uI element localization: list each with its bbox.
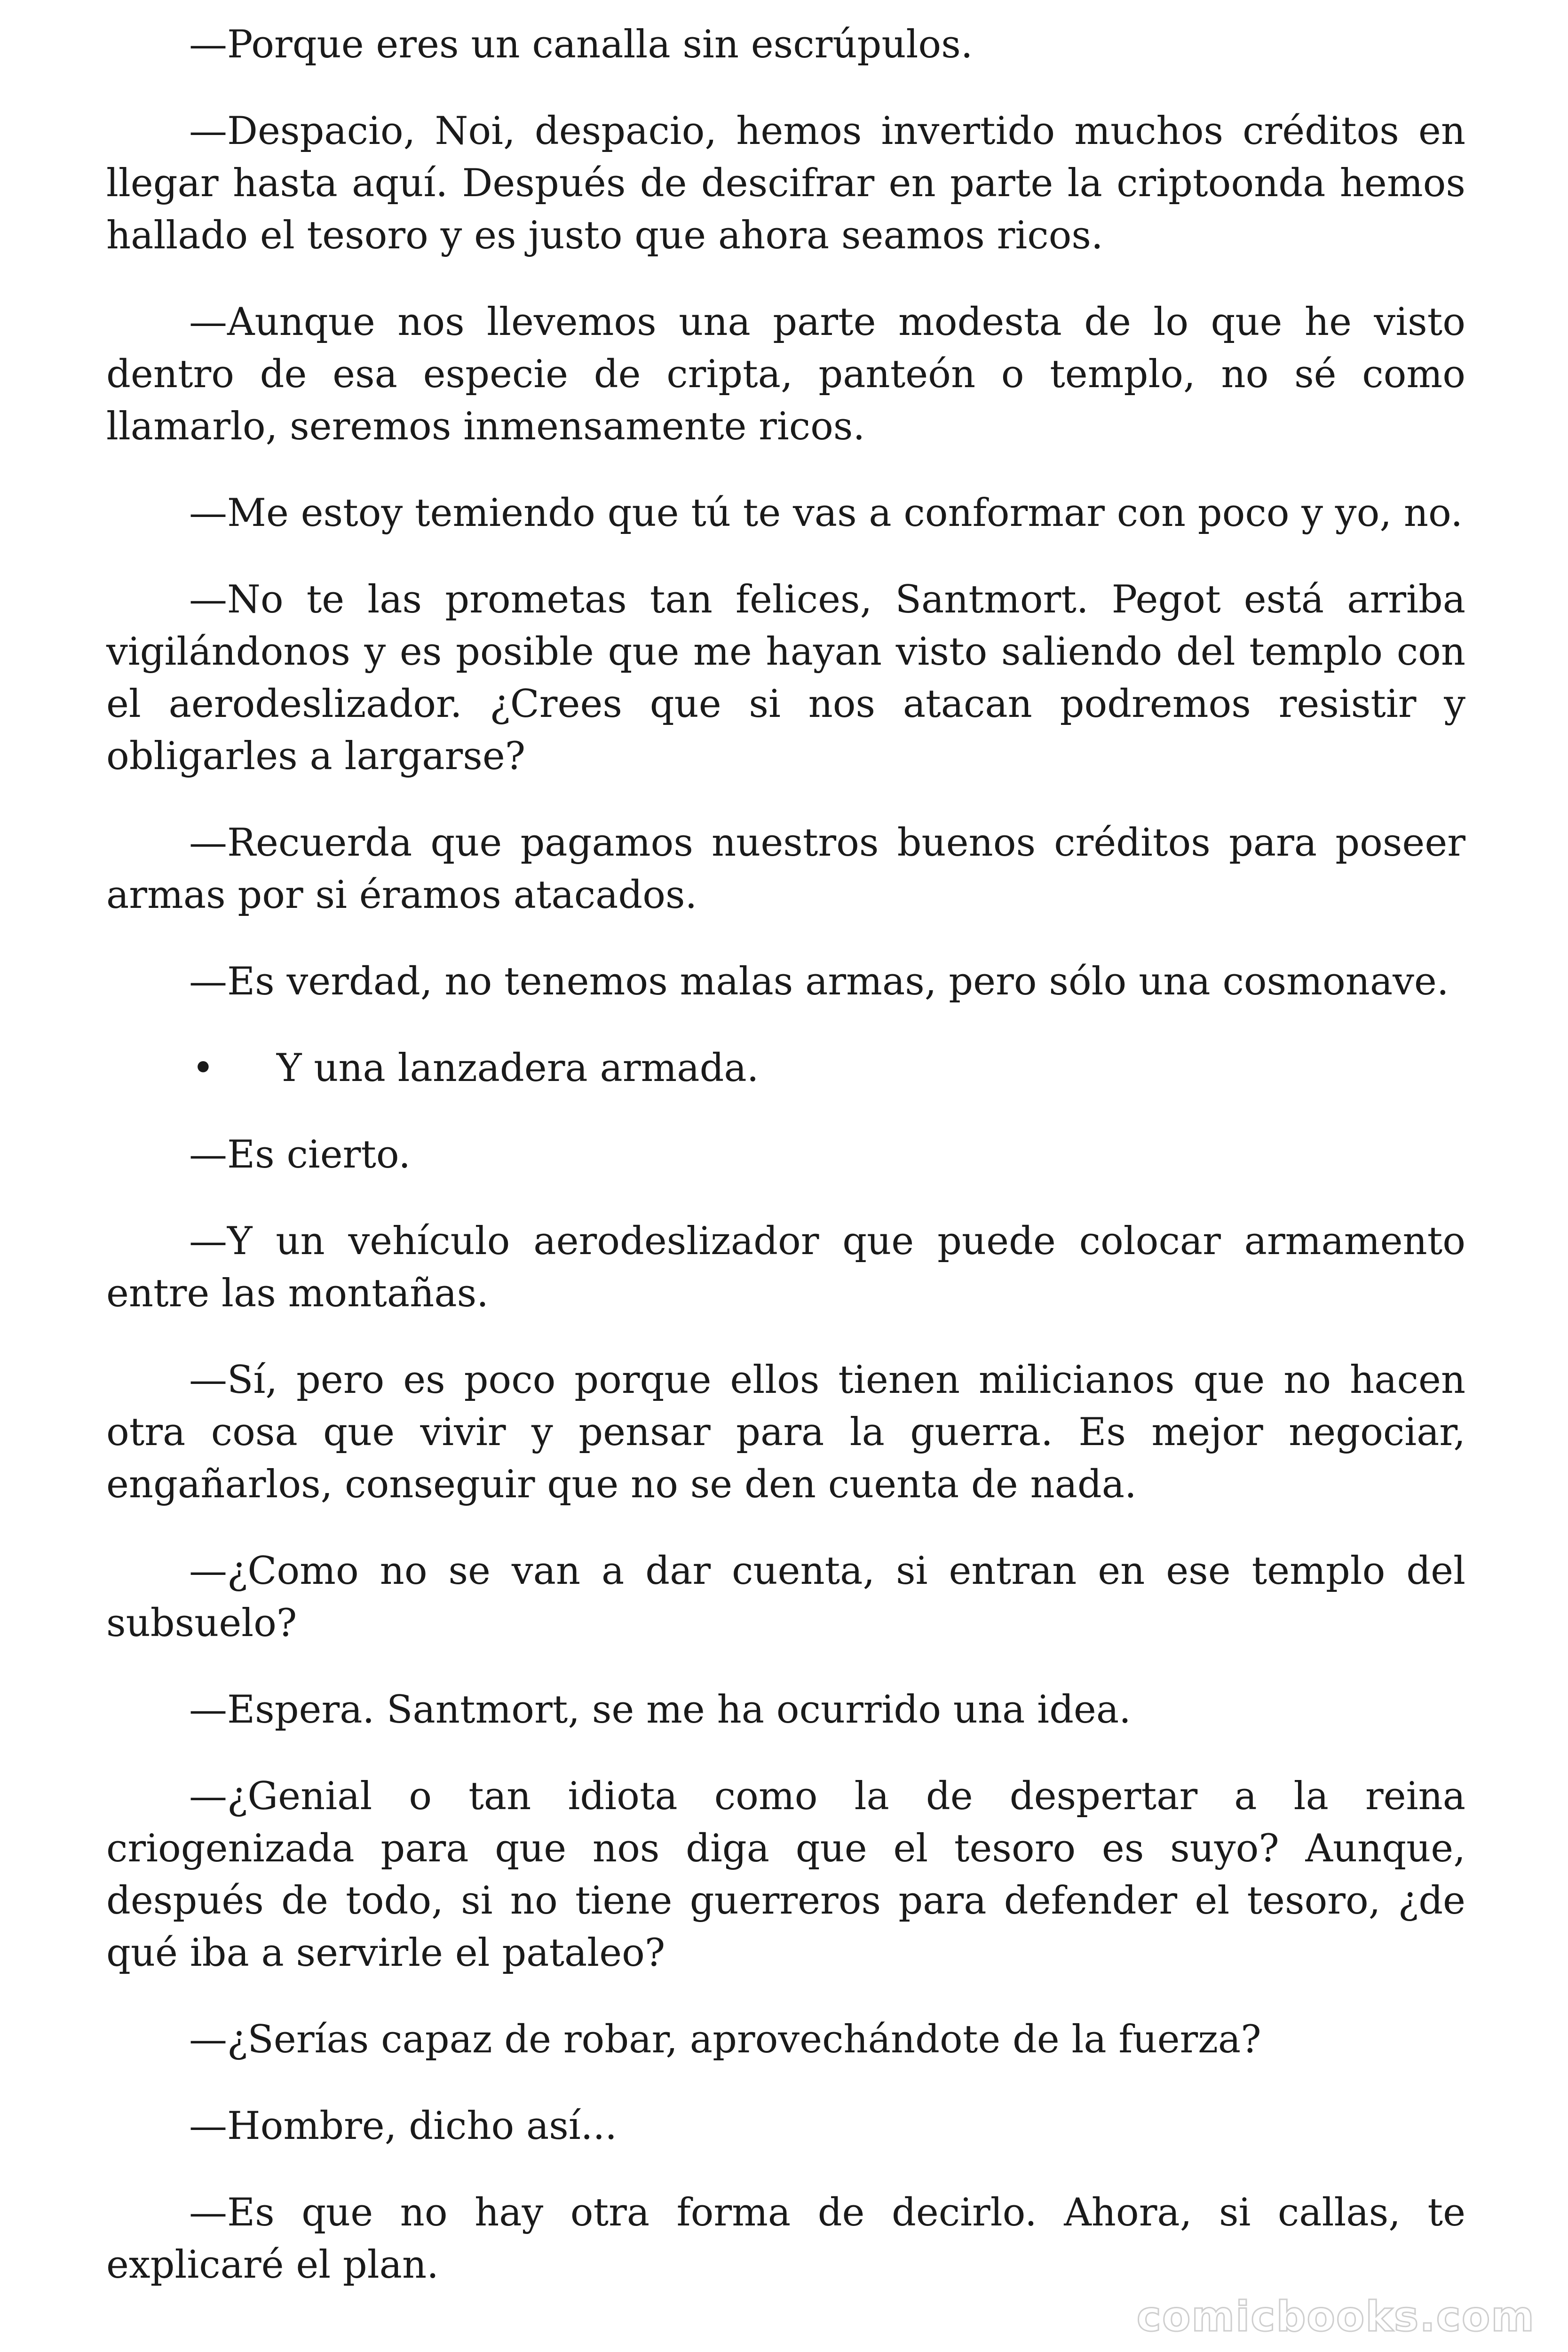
bullet-paragraph-text: Y una lanzadera armada.: [277, 1046, 759, 1090]
paragraph: —Despacio, Noi, despacio, hemos invertido muchos créditos en llegar hasta aquí. Después de descifrar en parte la criptoonda hemos hallado el tesoro y es justo que ahora seamos ricos.: [106, 109, 1465, 258]
paragraph: —Aunque nos llevemos una parte modesta de lo que he visto dentro de esa especie de cripta, panteón o templo, no sé como llamarlo, seremos inmensamente ricos.: [106, 300, 1465, 449]
site-watermark: comicbooks.com: [1136, 2292, 1535, 2341]
paragraph: —Es que no hay otra forma de decirlo. Ahora, si callas, te explicaré el plan.: [106, 2191, 1465, 2287]
paragraph: —Es cierto.: [189, 1133, 411, 1177]
bullet-paragraph: [106, 1042, 1465, 1095]
paragraph: —Y un vehículo aerodeslizador que puede colocar armamento entre las montañas.: [106, 1219, 1465, 1316]
paragraph: —Espera. Santmort, se me ha ocurrido una idea.: [189, 1688, 1131, 1732]
paragraph: —Hombre, dicho así...: [189, 2104, 618, 2148]
paragraph: —Es verdad, no tenemos malas armas, pero sólo una cosmonave.: [189, 960, 1449, 1004]
paragraph: —Porque eres un canalla sin escrúpulos.: [189, 23, 973, 67]
book-page: [106, 19, 1465, 2326]
paragraph: —¿Como no se van a dar cuenta, si entran en ese templo del subsuelo?: [106, 1549, 1465, 1645]
bullet-marker: •: [192, 1046, 214, 1090]
paragraph: —¿Genial o tan idiota como la de despertar a la reina criogenizada para que nos diga que el tesoro es suyo? Aunque, después de todo, si no tiene guerreros para defender el tesoro, ¿de qué iba a servirle el pataleo?: [106, 1774, 1465, 1975]
paragraph: —Sí, pero es poco porque ellos tienen milicianos que no hacen otra cosa que vivir y pensar para la guerra. Es mejor negociar, engañarlos, conseguir que no se den cuenta de nada.: [106, 1358, 1465, 1507]
paragraph: —Recuerda que pagamos nuestros buenos créditos para poseer armas por si éramos atacados.: [106, 821, 1465, 917]
paragraph: —No te las prometas tan felices, Santmort. Pegot está arriba vigilándonos y es posible que me hayan visto saliendo del templo con el aerodeslizador. ¿Crees que si nos atacan podremos resistir y obligarles a largarse?: [106, 578, 1465, 779]
paragraph: —¿Serías capaz de robar, aprovechándote de la fuerza?: [189, 2018, 1261, 2062]
paragraph: —Me estoy temiendo que tú te vas a conformar con poco y yo, no.: [189, 491, 1463, 535]
